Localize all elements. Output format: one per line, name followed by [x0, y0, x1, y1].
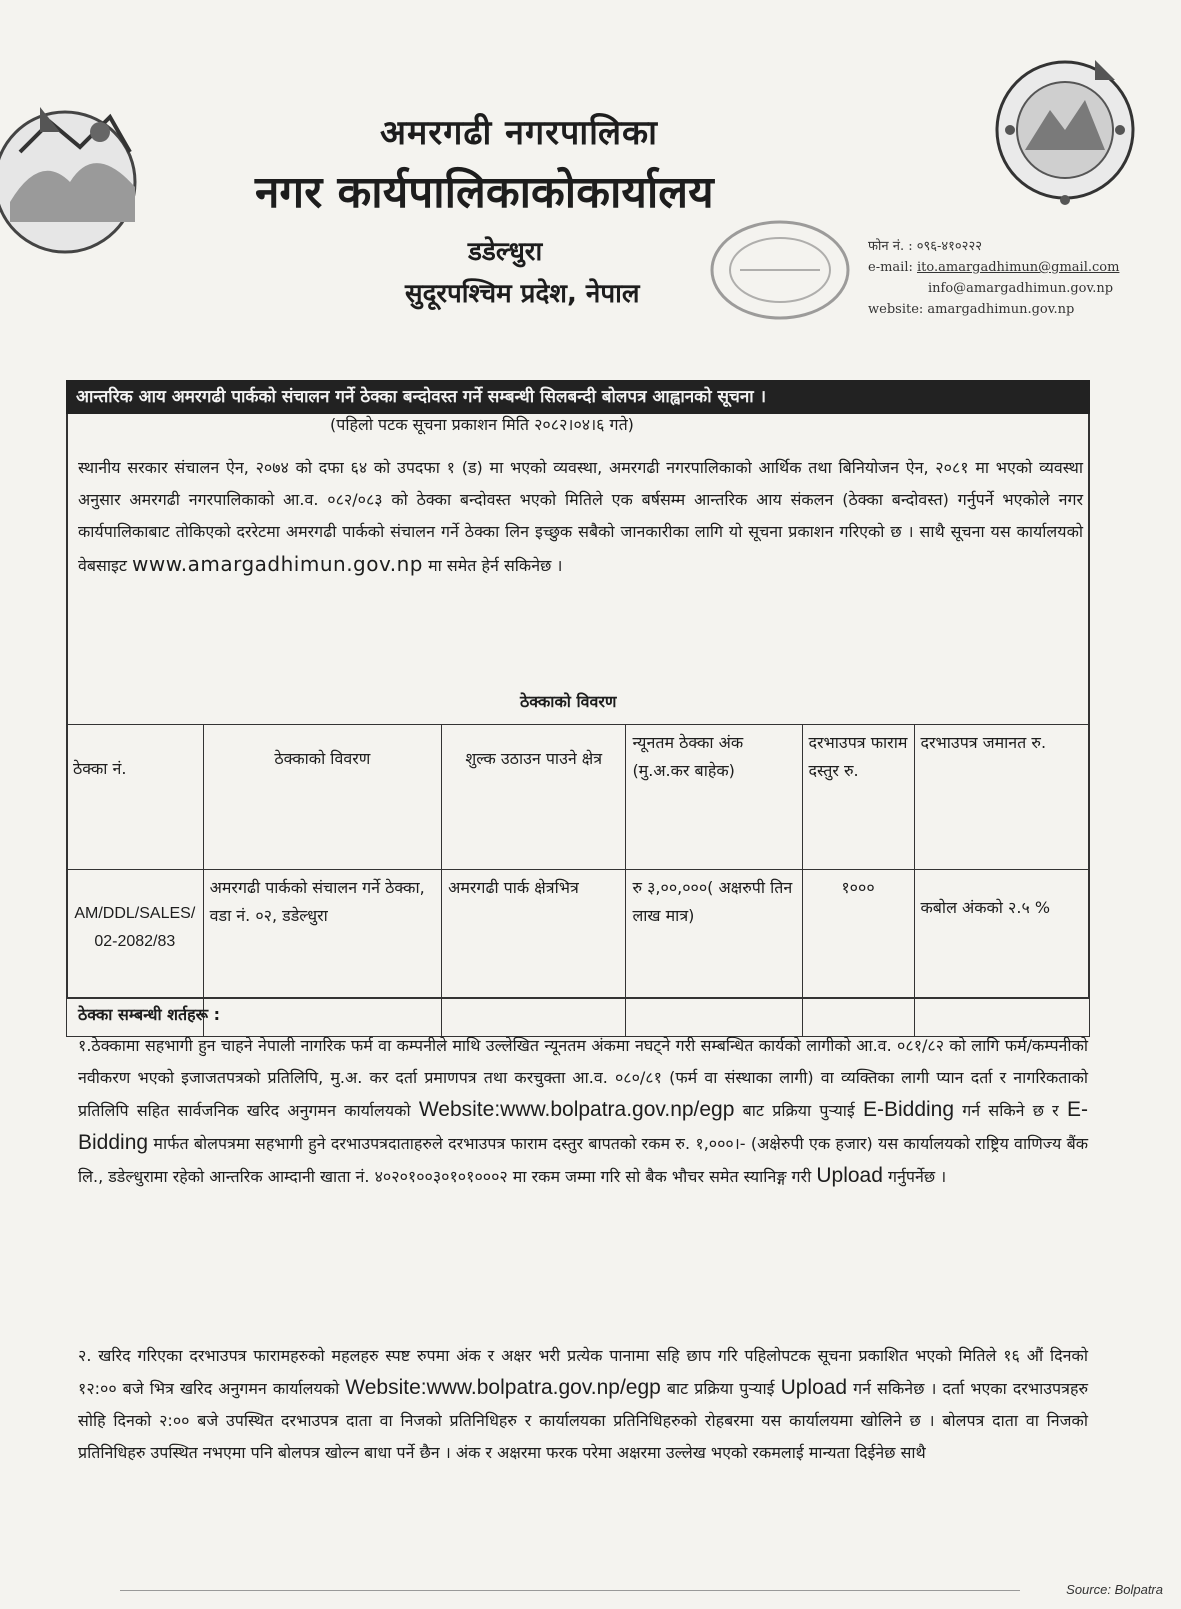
term-1-text-d: मार्फत बोलपत्रमा सहभागी हुने दरभाउपत्रदाताहरुले दरभाउपत्र फाराम दस्तुर बापतको रकम रु. १,०००।- (अक्षेरुपी एक हजार) यस कार्यालयको राष्ट्रिय वाणिज्य बैंक लि., डडेल्धुरामा रहेको आन्तरिक आम्दानी खाता नं. ४०२०१००३०१०१०००२ मा रकम जम्मा गरि सो बैक भौचर समेत स्यानिङ्ग गरी [78, 1134, 1088, 1186]
cell-area: अमरगढी पार्क क्षेत्रभित्र [442, 870, 626, 1037]
term-1-ebidding-2: E-Bidding [78, 1098, 1088, 1154]
cell-description: अमरगढी पार्कको संचालन गर्ने ठेक्का, वडा नं. ०२, डडेल्धुरा [203, 870, 441, 1037]
terms-heading: ठेक्का सम्बन्धी शर्तहरू : [78, 1005, 221, 1024]
contract-table [66, 724, 1090, 1037]
term-2-upload: Upload [780, 1376, 848, 1399]
header-area: शुल्क उठाउन पाउने क्षेत्र [442, 725, 626, 870]
term-2-site-link[interactable]: Website:www.bolpatra.gov.np/egp [345, 1376, 661, 1399]
term-2-text-a: २. खरिद गरिएका दरभाउपत्र फारामहरुको महलहरु स्पष्ट रुपमा अंक र अक्षर भरी प्रत्येक पानामा सहि छाप गरि पहिलोपटक सूचना प्रकाशित भएको मितिले १६ औं दिनको १२:०० बजे भित्र खरिद अनुगमन कार्यालयको [78, 1346, 1088, 1398]
term-1-text-b: बाट प्रक्रिया पुऱ्याई [742, 1101, 855, 1120]
header-min-amount: न्यूनतम ठेक्का अंक (मु.अ.कर बाहेक) [626, 725, 802, 870]
term-1-text-a: १.ठेक्कामा सहभागी हुन चाहने नेपाली नागरिक फर्म वा कम्पनीले माथि उल्लेखित न्यूनतम अंकमा नघट्ने गरी सम्बन्धित कार्यको लागीको आ.व. ०८१/८२ को लागि फर्म/कम्पनीको नवीकरण भएको इजाजतपत्रको प्रतिलिपि, मु.अ. कर दर्ता प्रमाणपत्र तथा करचुक्ता आ.व. ०८०/८१ (फर्म वा संस्थाका लागी) वा व्यक्तिका लागी प्यान दर्ता र नागरिकताको प्रतिलिपि सहित सार्वजनिक खरिद अनुगमन कार्यालयको [78, 1036, 1088, 1120]
municipality-name: अमरगढी नगरपालिका [380, 113, 658, 153]
cell-min-amount: रु ३,००,०००( अक्षरुपी तिन लाख मात्र) [626, 870, 802, 1037]
cell-contract-id: AM/DDL/SALES/02-2082/83 [67, 870, 204, 1037]
term-1-text-e: गर्नुपर्नेछ । [888, 1167, 947, 1186]
header-description: ठेक्काको विवरण [203, 725, 441, 870]
term-2-text-c: गर्न सकिनेछ । दर्ता भएका दरभाउपत्रहरु सोहि दिनको २:०० बजे उपस्थित दरभाउपत्र दाता वा निजको प्रतिनिधिहरु र कार्यालयका प्रतिनिधिहरुको रोहबरमा यस कार्यालयमा खोलिने छ । बोलपत्र दाता वा निजको प्रतिनिधिहरु उपस्थित नभएमा पनि बोलपत्र खोल्न बाधा पर्ने छैन । अंक र अक्षरमा फरक परेमा अक्षरमा उल्लेख भएको रकमलाई मान्यता दिईनेछ साथै [78, 1379, 1089, 1462]
term-1-ebidding: E-Bidding [862, 1098, 955, 1121]
district-name: डडेल्धुरा [468, 237, 543, 267]
email-link-2[interactable]: info@amargadhimun.gov.np [928, 281, 1114, 296]
intro-text: स्थानीय सरकार संचालन ऐन, २०७४ को दफा ६४ को उपदफा १ (ड) मा भएको व्यवस्था, अमरगढी नगरपालिकाको आर्थिक तथा बिनियोजन ऐन, २०८१ मा भएको व्यवस्था अनुसार अमरगढी नगरपालिकाको आ.व. ०८२/०८३ को ठेक्का बन्दोवस्त भएको मितिले एक बर्षसम्म आन्तरिक आय संकलन (ठेक्का बन्दोवस्त) गर्नुपर्ने भएकोले नगर कार्यपालिकाबाट तोकिएको दररेटमा अमरगढी पार्कको संचालन गर्ने ठेक्का लिन इच्छुक सबैको जानकारीका लागि यो सूचना प्रकाशन गरिएको छ । साथै सूचना यस कार्यालयको वेबसाइट [78, 458, 1083, 575]
table-header-row [67, 725, 1090, 870]
first-publish-date: (पहिलो पटक सूचना प्रकाशन मिति २०८२।०४।६ गते) [330, 415, 634, 434]
term-1 [78, 1030, 1088, 1193]
intro-end: मा समेत हेर्न सकिनेछ । [428, 556, 563, 575]
municipality-logo-icon [990, 50, 1140, 210]
term-2 [78, 1340, 1088, 1469]
email-line [868, 257, 1119, 278]
term-1-site-link[interactable]: Website:www.bolpatra.gov.np/egp [418, 1098, 735, 1121]
table-title: ठेक्काको विवरण [520, 692, 617, 711]
email-link-1[interactable]: ito.amargadhimun@gmail.com [917, 260, 1120, 275]
website-link[interactable]: amargadhimun.gov.np [927, 302, 1075, 317]
contact-block [868, 236, 1119, 320]
header-form-fee: दरभाउपत्र फाराम दस्तुर रु. [802, 725, 914, 870]
website-label: website: [868, 302, 924, 317]
term-1-text-c: गर्न सकिने छ र [962, 1101, 1059, 1120]
phone-text: फोन नं. : ०९६-४१०२२२ [868, 239, 982, 254]
source-credit: Source: Bolpatra [1066, 1582, 1163, 1597]
nepal-emblem-icon [0, 92, 150, 262]
intro-url[interactable]: www.amargadhimun.gov.np [132, 552, 423, 576]
term-1-upload: Upload [816, 1164, 883, 1187]
cell-deposit: कबोल अंकको २.५ % [914, 870, 1090, 1037]
header-deposit: दरभाउपत्र जमानत रु. [914, 725, 1090, 870]
website-line [868, 299, 1119, 320]
office-stamp-icon [705, 215, 855, 325]
email-label: e-mail: [868, 260, 913, 275]
province-name: सुदूरपश्चिम प्रदेश, नेपाल [405, 279, 640, 309]
term-2-text-b: बाट प्रक्रिया पुऱ्याई [666, 1379, 775, 1398]
notice-title: आन्तरिक आय अमरगढी पार्कको संचालन गर्ने ठेक्का बन्दोवस्त गर्ने सम्बन्धी सिलबन्दी बोलपत्र आह्वानको सूचना । [66, 380, 1090, 414]
cell-form-fee: १००० [802, 870, 914, 1037]
intro-paragraph [78, 452, 1083, 582]
header-contract-no: ठेक्का नं. [67, 725, 204, 870]
bottom-divider [120, 1590, 1020, 1591]
office-name: नगर कार्यपालिकाकोकार्यालय [255, 167, 714, 218]
